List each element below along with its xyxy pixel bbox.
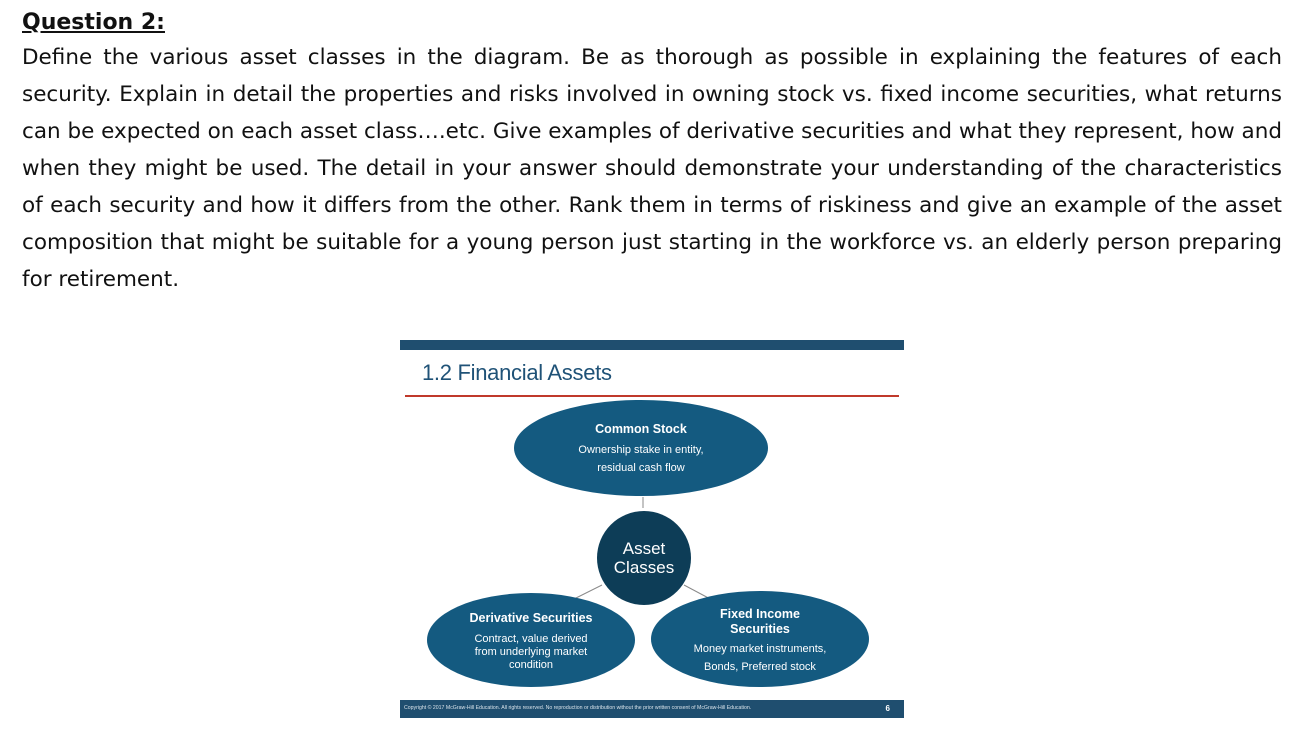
center-label-line2: Classes [613, 558, 675, 577]
center-label-line1: Asset [622, 539, 666, 558]
page-number: 6 [885, 704, 890, 713]
question-body: Define the various asset classes in the diagram. Be as thorough as possible in explaining the features of each security. Explain in detail the properties and risks involved in owning stock vs. fixed income securities, what returns can be expected on each asset class….etc. Give examples of derivative securities and what they represent, how and when they might be used. The detail in your answer should demonstrate your understanding of the characteristics of each security and how it differs from the other. Rank them in terms of riskiness and give an example of the asset composition that might be suitable for a young person just starting in the workforce vs. an elderly person preparing for retirement. [22, 45, 1282, 292]
common-stock-desc-line2: residual cash flow [597, 462, 685, 474]
derivatives-desc-line1: Contract, value derived [474, 633, 588, 645]
derivatives-desc-line3: condition [508, 659, 554, 671]
derivatives-title: Derivative Securities [469, 611, 593, 625]
asset-classes-center [597, 511, 691, 605]
fixed-income-desc-line2: Bonds, Preferred stock [704, 661, 816, 673]
financial-assets-slide [400, 340, 904, 718]
slide-footer [400, 700, 904, 718]
fixed-income-desc-line1: Money market instruments, [693, 643, 827, 655]
common-stock-title: Common Stock [595, 422, 687, 436]
common-stock-node [514, 400, 768, 496]
derivatives-desc-line2: from underlying market [474, 646, 588, 658]
question-block [22, 10, 1282, 298]
common-stock-desc-line1: Ownership stake in entity, [578, 444, 704, 456]
slide-title: 1.2 Financial Assets [422, 360, 612, 385]
fixed-income-title-line1: Fixed Income [720, 607, 800, 621]
fixed-income-title-line2: Securities [730, 622, 790, 636]
derivatives-node [427, 593, 635, 687]
asset-classes-diagram [400, 340, 904, 700]
question-heading: Question 2: [22, 10, 165, 35]
fixed-income-node [651, 591, 869, 687]
copyright-text: Copyright © 2017 McGraw-Hill Education. All rights reserved. No reproduction or distribution without the prior written consent of McGraw-Hill Education. [404, 705, 752, 711]
